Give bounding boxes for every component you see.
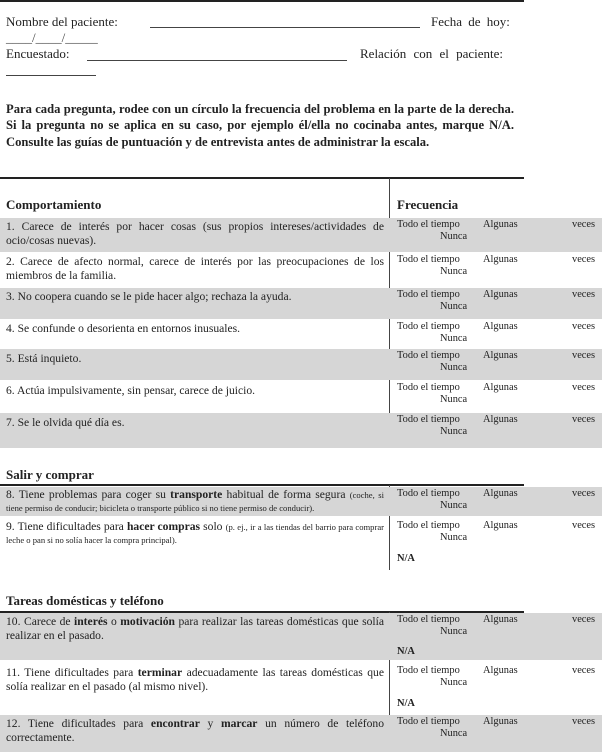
option-sometimes[interactable]: Algunas [483, 254, 518, 265]
item-text: 7. Se le olvida qué día es. [6, 416, 125, 429]
option-always[interactable]: Todo el tiempo [397, 665, 460, 676]
option-sometimes[interactable]: Algunas [483, 488, 518, 499]
option-times[interactable]: veces [572, 414, 596, 425]
option-times[interactable]: veces [572, 716, 596, 727]
option-na[interactable]: N/A [397, 646, 415, 657]
option-sometimes[interactable]: Algunas [483, 321, 518, 332]
relation-label: Relación con el paciente: [360, 46, 504, 61]
option-always[interactable]: Todo el tiempo [397, 716, 460, 727]
option-times[interactable]: veces [572, 289, 596, 300]
instructions: Para cada pregunta, rodee con un círculo la frecuencia del problema en la parte de la derecha. Si la pregunta no se aplica en su caso, por ejemplo él/ella no cocinaba antes, marque N/A. Consulte las guías de puntuación y de entrevista antes de administrar la escala. [6, 102, 514, 149]
item-row-7 [0, 413, 602, 448]
option-times[interactable]: veces [572, 665, 596, 676]
top-rule [0, 0, 524, 2]
option-sometimes[interactable]: Algunas [483, 614, 518, 625]
section-title-household: Tareas domésticas y teléfono [6, 593, 164, 608]
option-never[interactable]: Nunca [440, 532, 468, 543]
section-rule [0, 484, 524, 486]
section-title-outing: Salir y comprar [6, 467, 94, 482]
option-never[interactable]: Nunca [440, 266, 468, 277]
patient-name-label: Nombre del paciente: [6, 14, 118, 29]
option-always[interactable]: Todo el tiempo [397, 289, 460, 300]
option-always[interactable]: Todo el tiempo [397, 321, 460, 332]
option-times[interactable]: veces [572, 254, 596, 265]
option-never[interactable]: Nunca [440, 500, 468, 511]
table-top-rule [0, 177, 524, 179]
option-never[interactable]: Nunca [440, 728, 468, 739]
option-sometimes[interactable]: Algunas [483, 414, 518, 425]
option-always[interactable]: Todo el tiempo [397, 219, 460, 230]
option-sometimes[interactable]: Algunas [483, 382, 518, 393]
option-always[interactable]: Todo el tiempo [397, 520, 460, 531]
item-row-11 [0, 664, 602, 710]
option-never[interactable]: Nunca [440, 426, 468, 437]
option-always[interactable]: Todo el tiempo [397, 614, 460, 625]
option-times[interactable]: veces [572, 520, 596, 531]
item-text: 5. Está inquieto. [6, 352, 82, 365]
option-never[interactable]: Nunca [440, 626, 468, 637]
option-never[interactable]: Nunca [440, 301, 468, 312]
option-always[interactable]: Todo el tiempo [397, 382, 460, 393]
option-sometimes[interactable]: Algunas [483, 219, 518, 230]
item-text: 11. Tiene dificultades para terminar adecuadamente las tareas domésticas que solía realizar en el pasado (al mismo nivel). [6, 666, 384, 693]
date-label: Fecha de hoy: [431, 14, 510, 29]
option-times[interactable]: veces [572, 488, 596, 499]
item-text: 1. Carece de interés por hacer cosas (sus propios intereses/actividades de ocio/cosas nuevas). [6, 220, 384, 247]
option-sometimes[interactable]: Algunas [483, 716, 518, 727]
option-na[interactable]: N/A [397, 698, 415, 709]
option-never[interactable]: Nunca [440, 394, 468, 405]
item-row-4 [0, 320, 602, 348]
option-times[interactable]: veces [572, 614, 596, 625]
option-times[interactable]: veces [572, 321, 596, 332]
option-sometimes[interactable]: Algunas [483, 289, 518, 300]
item-text: 3. No coopera cuando se le pide hacer algo; rechaza la ayuda. [6, 290, 292, 303]
item-row-9 [0, 519, 602, 570]
item-row-2 [0, 253, 602, 287]
option-times[interactable]: veces [572, 219, 596, 230]
item-text: 4. Se confunde o desorienta en entornos inusuales. [6, 322, 241, 335]
date-field[interactable]: ____/____/_____ [6, 30, 98, 45]
item-row-6 [0, 381, 602, 412]
option-times[interactable]: veces [572, 382, 596, 393]
option-always[interactable]: Todo el tiempo [397, 488, 460, 499]
option-always[interactable]: Todo el tiempo [397, 350, 460, 361]
option-never[interactable]: Nunca [440, 362, 468, 373]
item-row-5 [0, 349, 602, 380]
frequency-header: Frecuencia [397, 197, 459, 212]
item-row-10 [0, 613, 602, 660]
item-text: 2. Carece de afecto normal, carece de interés por las preocupaciones de los miembros de la familia. [6, 255, 384, 282]
option-na[interactable]: N/A [397, 553, 415, 564]
option-never[interactable]: Nunca [440, 677, 468, 688]
option-times[interactable]: veces [572, 350, 596, 361]
item-row-3 [0, 288, 602, 319]
option-sometimes[interactable]: Algunas [483, 520, 518, 531]
option-never[interactable]: Nunca [440, 333, 468, 344]
respondent-field[interactable] [87, 60, 347, 61]
option-sometimes[interactable]: Algunas [483, 350, 518, 361]
patient-name-field[interactable] [150, 27, 420, 28]
item-text: 6. Actúa impulsivamente, sin pensar, carece de juicio. [6, 384, 256, 397]
respondent-label: Encuestado: [6, 46, 70, 61]
item-text: 9. Tiene dificultades para hacer compras solo (p. ej., ir a las tiendas del barrio para comprar leche o pan si no solía hacer la compra principal). [6, 521, 384, 545]
item-row-1 [0, 218, 602, 252]
item-text: 8. Tiene problemas para coger su transporte habitual de forma segura (coche, si tiene permiso de conducir; bicicleta o transporte público si no tiene permiso de conducir). [6, 489, 384, 513]
option-always[interactable]: Todo el tiempo [397, 414, 460, 425]
option-never[interactable]: Nunca [440, 231, 468, 242]
item-text: 12. Tiene dificultades para encontrar y marcar un número de teléfono correctamente. [6, 717, 384, 744]
option-sometimes[interactable]: Algunas [483, 665, 518, 676]
option-always[interactable]: Todo el tiempo [397, 254, 460, 265]
relation-field[interactable] [6, 75, 96, 76]
item-row-8 [0, 487, 602, 516]
item-text: 10. Carece de interés o motivación para realizar las tareas domésticas que solía realizar en el pasado. [6, 615, 384, 642]
item-row-12 [0, 715, 602, 752]
section-title-behavior: Comportamiento [6, 197, 102, 212]
